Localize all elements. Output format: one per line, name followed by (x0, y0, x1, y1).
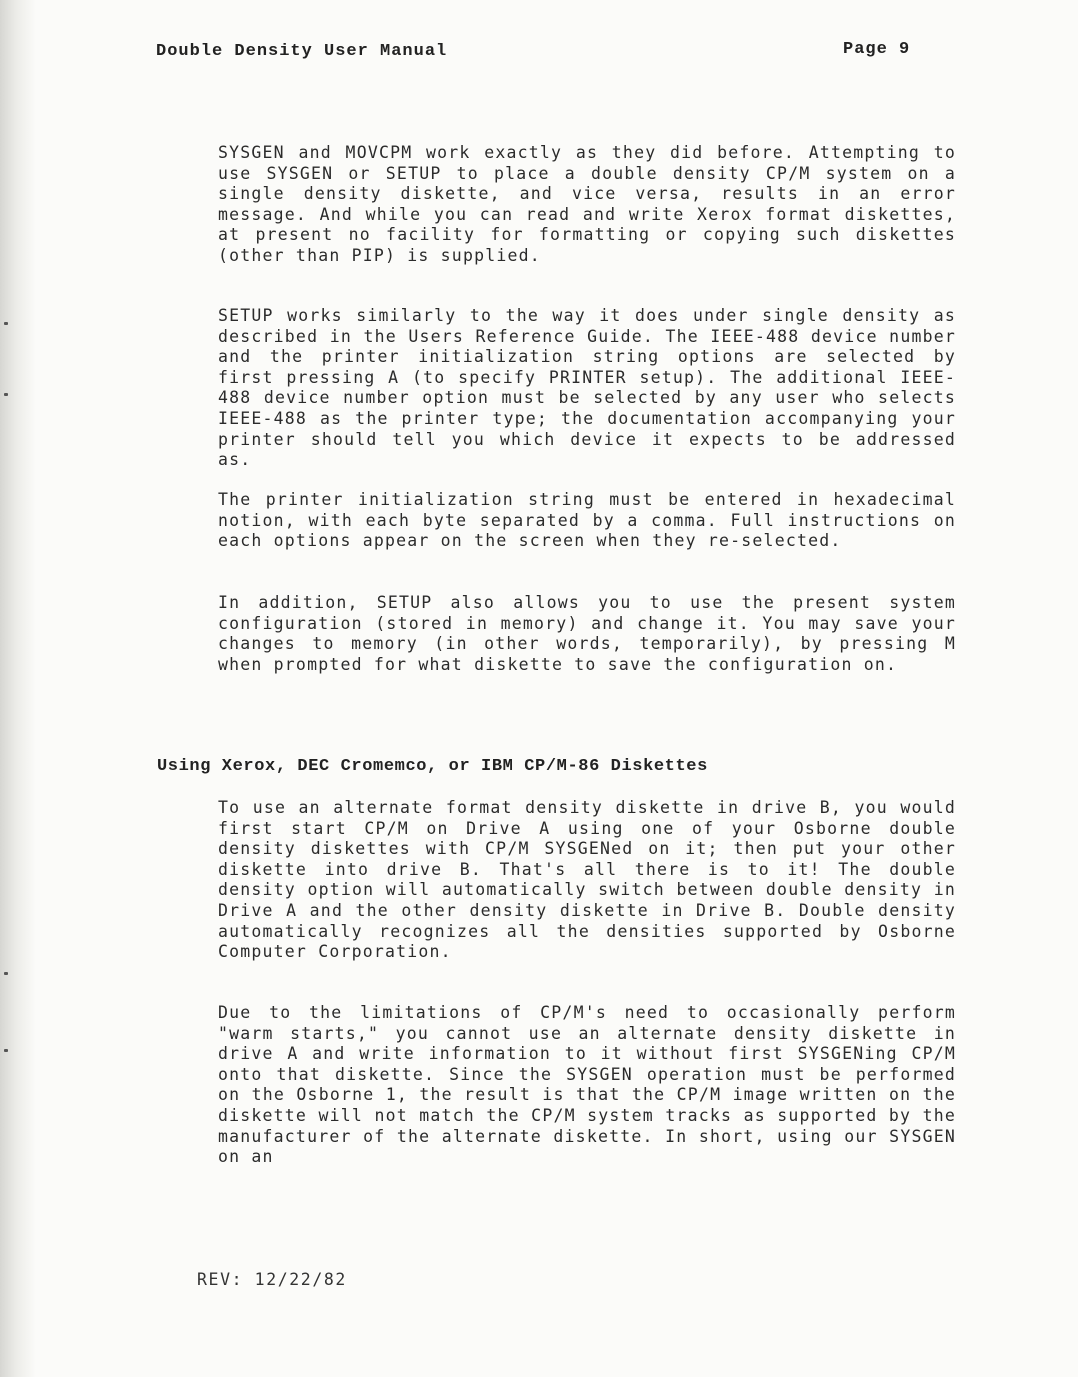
binding-hole-mark (4, 1049, 8, 1052)
document-title: Double Density User Manual (156, 42, 448, 61)
paragraph-alternate-format: To use an alternate format density diskette in drive B, you would first start CP/M on Drive A using one of your Osborne double density diskettes with CP/M SYSGENed on it; then put your other diskette into drive B. That's all there is to it! The double density option will automatically switch between double density in Drive A and the other density diskette in Drive B. Double density automatically recognizes all the densities supported by Osborne Computer Corporation. (218, 798, 956, 962)
binding-hole-mark (4, 393, 8, 396)
binding-hole-mark (4, 972, 8, 975)
page-number: Page 9 (843, 40, 911, 59)
paragraph-setup: SETUP works similarly to the way it does under single density as described in the Users Reference Guide. The IEEE-488 device number and the printer initialization string options are selected by first pressing A (to specify PRINTER setup). The additional IEEE-488 device number option must be selected by any user who selects IEEE-488 as the printer type; the documentation accompanying your printer should tell you which device it expects to be addressed as. (218, 306, 956, 470)
paragraph-printer-init: The printer initialization string must be entered in hexadecimal notion, with each byte separated by a comma. Full instructions on each options appear on the screen when they re-selected. (218, 490, 956, 551)
paragraph-sysgen-movcpm: SYSGEN and MOVCPM work exactly as they did before. Attempting to use SYSGEN or SETUP to place a double density CP/M system on a single density diskette, and vice versa, results in an error message. And while you can read and write Xerox format diskettes, at present no facility for formatting or copying such diskettes (other than PIP) is supplied. (218, 143, 956, 265)
revision-footer: REV: 12/22/82 (197, 1270, 347, 1289)
binding-hole-mark (4, 322, 8, 325)
section-heading: Using Xerox, DEC Cromemco, or IBM CP/M-86 Diskettes (157, 757, 708, 776)
paragraph-warm-starts: Due to the limitations of CP/M's need to occasionally perform "warm starts," you cannot use an alternate density diskette in drive A and write information to it without first SYSGENing CP/M onto that diskette. Since the SYSGEN operation must be performed on the Osborne 1, the result is that the CP/M image written on the diskette will not match the CP/M system tracks as supported by the manufacturer of the alternate diskette. In short, using our SYSGEN on an (218, 1003, 956, 1167)
page-edge-shadow (0, 0, 36, 1377)
paragraph-setup-memory: In addition, SETUP also allows you to use the present system configuration (stored in memory) and change it. You may save your changes to memory (in other words, temporarily), by pressing M when prompted for what diskette to save the configuration on. (218, 593, 956, 674)
